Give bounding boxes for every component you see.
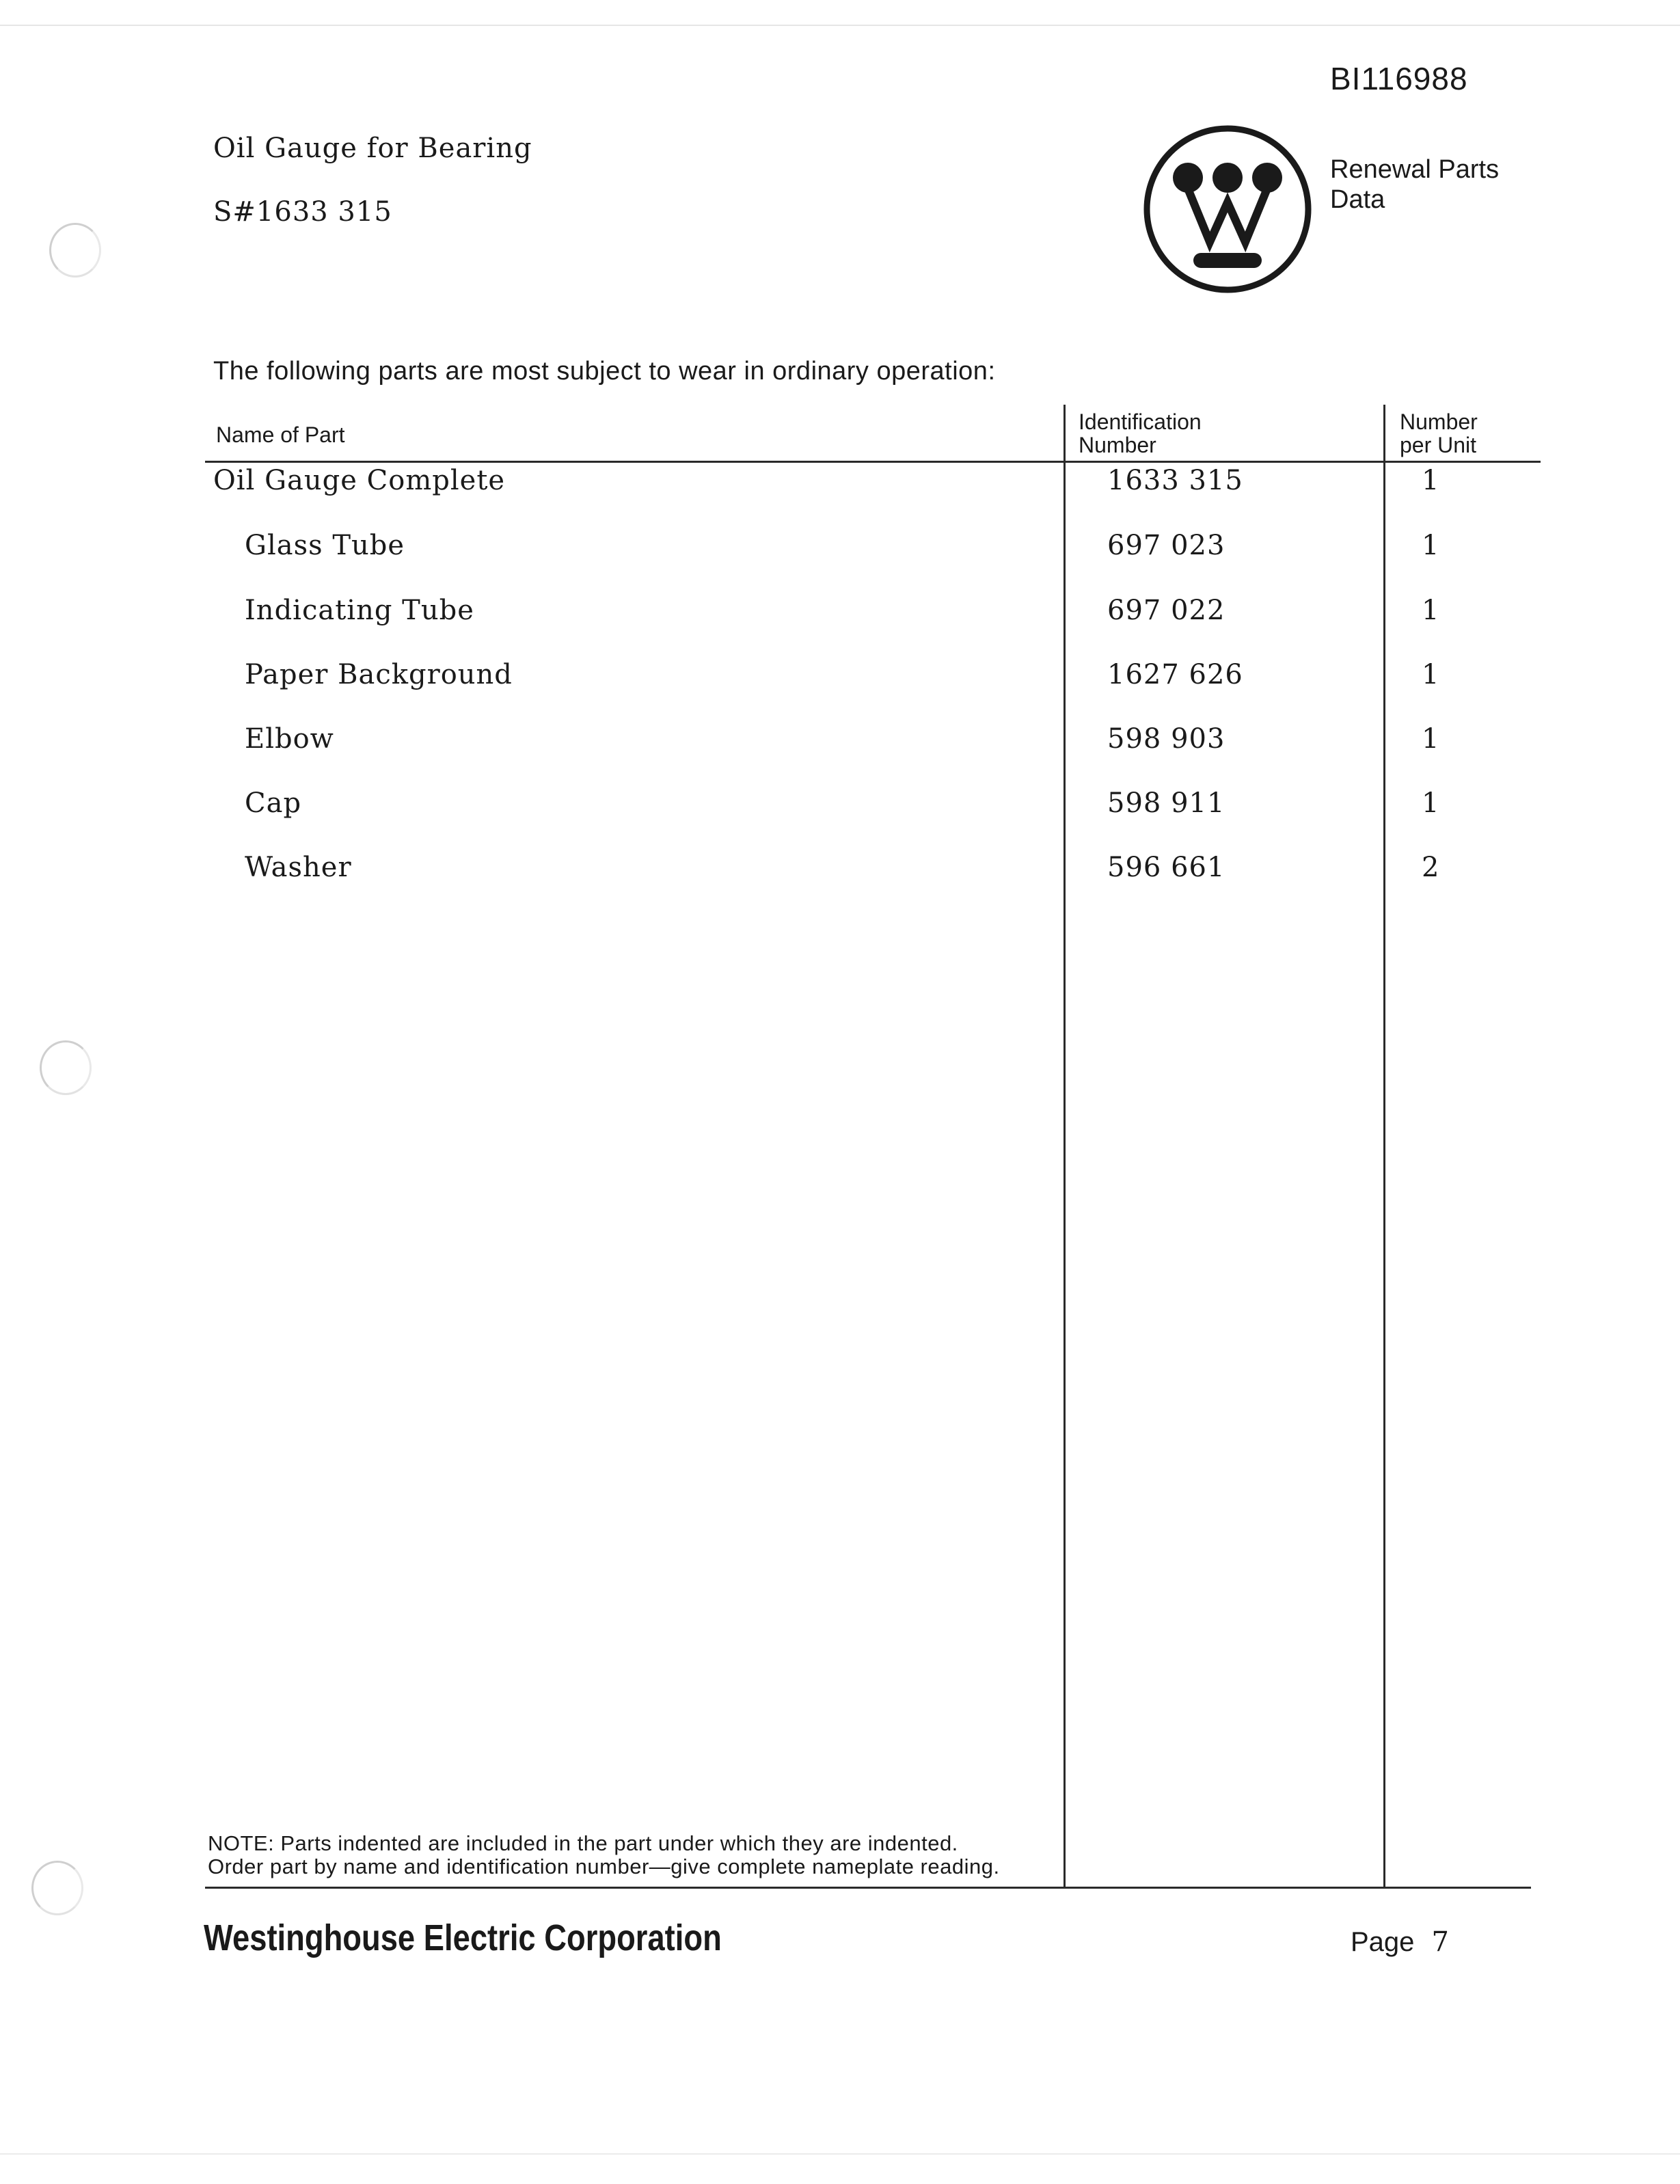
page-indicator xyxy=(1351,1926,1449,1958)
column-header-identification xyxy=(1079,410,1202,457)
part-id: 598 911 xyxy=(1107,787,1225,819)
page-label: Page xyxy=(1351,1927,1415,1957)
part-qty: 1 xyxy=(1422,787,1439,819)
part-id: 1627 626 xyxy=(1107,659,1243,690)
part-qty: 1 xyxy=(1422,595,1439,626)
table-header-rule xyxy=(205,461,1541,463)
part-id: 598 903 xyxy=(1107,723,1225,755)
part-name: Elbow xyxy=(245,723,334,755)
part-qty: 2 xyxy=(1422,852,1439,883)
column-header-quantity xyxy=(1400,410,1478,457)
document-number: BI116988 xyxy=(1330,61,1468,96)
part-name: Indicating Tube xyxy=(245,595,474,626)
table-note-line1: NOTE: Parts indented are included in the part under which they are indented. xyxy=(208,1831,958,1855)
punch-hole-bottom xyxy=(31,1861,83,1915)
part-qty: 1 xyxy=(1422,659,1439,690)
scan-bottom-edge xyxy=(0,2153,1680,2155)
column-divider-id xyxy=(1063,405,1066,1888)
part-qty: 1 xyxy=(1422,723,1439,755)
scan-top-edge xyxy=(0,25,1680,26)
document-title: Oil Gauge for Bearing xyxy=(213,133,532,164)
part-name: Cap xyxy=(245,787,302,819)
company-name: Westinghouse Electric Corporation xyxy=(204,1917,722,1958)
column-header-identification-line1: Identification xyxy=(1079,409,1202,434)
part-qty: 1 xyxy=(1422,465,1439,496)
part-name: Glass Tube xyxy=(245,530,405,561)
part-id: 1633 315 xyxy=(1107,465,1243,496)
part-qty: 1 xyxy=(1422,530,1439,561)
column-header-quantity-line2: per Unit xyxy=(1400,433,1477,457)
renewal-parts-line2: Data xyxy=(1330,185,1385,214)
punch-hole-middle xyxy=(40,1040,92,1095)
column-header-quantity-line1: Number xyxy=(1400,409,1478,434)
style-number: S#1633 315 xyxy=(213,196,392,228)
part-id: 596 661 xyxy=(1107,852,1225,883)
part-id: 697 022 xyxy=(1107,595,1225,626)
part-name: Oil Gauge Complete xyxy=(213,465,506,496)
punch-hole-top xyxy=(49,223,101,278)
table-note xyxy=(208,1832,1000,1878)
part-id: 697 023 xyxy=(1107,530,1225,561)
renewal-parts-label xyxy=(1330,154,1499,215)
table-bottom-rule xyxy=(205,1887,1531,1889)
intro-text: The following parts are most subject to wear in ordinary operation: xyxy=(213,357,996,386)
page-number: 7 xyxy=(1431,1926,1449,1958)
part-name: Washer xyxy=(245,852,352,883)
part-name: Paper Background xyxy=(245,659,513,690)
renewal-parts-line1: Renewal Parts xyxy=(1330,155,1500,184)
column-header-name: Name of Part xyxy=(216,422,345,447)
column-divider-qty xyxy=(1383,405,1385,1888)
westinghouse-w-logo-icon xyxy=(1140,122,1315,297)
column-header-identification-line2: Number xyxy=(1079,433,1156,457)
table-note-line2: Order part by name and identification number—give complete nameplate reading. xyxy=(208,1855,1000,1878)
